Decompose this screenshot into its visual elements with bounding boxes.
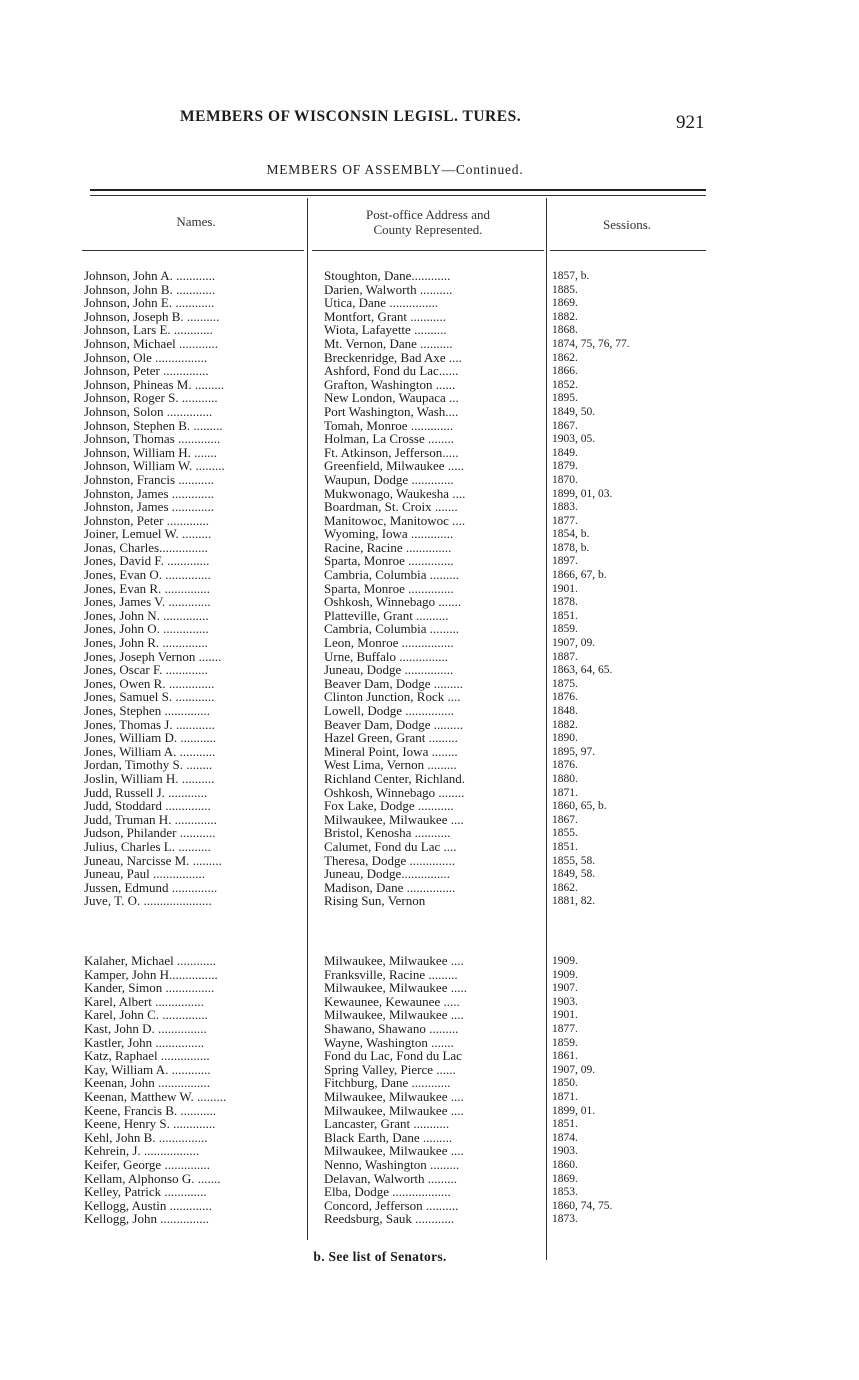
member-address: Spring Valley, Pierce ...... xyxy=(324,1062,456,1077)
member-row xyxy=(0,704,859,718)
member-sessions: 1876. xyxy=(552,691,578,704)
member-name: Keenan, John ................ xyxy=(84,1076,211,1091)
member-sessions: 1880. xyxy=(552,772,578,785)
member-list-j xyxy=(0,269,859,908)
member-sessions: 1867. xyxy=(552,813,578,826)
member-name: Jones, Evan R. .............. xyxy=(84,581,211,596)
member-name: Johnson, Ole ................ xyxy=(84,350,208,365)
member-sessions: 1879. xyxy=(552,460,578,473)
member-sessions: 1871. xyxy=(552,1090,578,1103)
member-row xyxy=(0,337,859,351)
member-sessions: 1862. xyxy=(552,351,578,364)
member-name: Johnson, Solon .............. xyxy=(84,404,213,419)
member-row xyxy=(0,1036,859,1050)
member-sessions: 1899, 01. xyxy=(552,1104,596,1117)
member-address: Lowell, Dodge ............... xyxy=(324,704,454,718)
member-address: Mt. Vernon, Dane .......... xyxy=(324,336,453,351)
member-row xyxy=(0,813,859,827)
member-address: New London, Waupaca ... xyxy=(324,391,459,406)
member-name: Joiner, Lemuel W. ......... xyxy=(84,527,212,542)
member-sessions: 1860. xyxy=(552,1158,578,1171)
member-sessions: 1862. xyxy=(552,881,578,894)
column-header-names: Names. xyxy=(176,214,216,229)
member-sessions: 1855. xyxy=(552,827,578,840)
member-sessions: 1851. xyxy=(552,840,578,853)
member-sessions: 1857, b. xyxy=(552,270,590,282)
member-row xyxy=(0,296,859,310)
member-sessions: 1848. xyxy=(552,705,578,717)
member-sessions: 1909. xyxy=(552,968,578,981)
member-sessions: 1907, 09. xyxy=(552,637,596,650)
member-name: Kehrein, J. ................. xyxy=(84,1144,200,1159)
member-row xyxy=(0,446,859,460)
member-name: Jones, Owen R. .............. xyxy=(84,676,215,691)
member-sessions: 1907, 09. xyxy=(552,1063,596,1076)
page-number: 921 xyxy=(676,112,705,133)
member-row xyxy=(0,527,859,541)
member-name: Jones, Oscar F. ............. xyxy=(84,663,208,678)
running-head: MEMBERS OF WISCONSIN LEGISL. TURES. xyxy=(180,108,522,125)
member-row xyxy=(0,432,859,446)
member-name: Kastler, John ............... xyxy=(84,1035,205,1050)
member-name: Johnston, Francis ........... xyxy=(84,472,214,487)
section-subheading: MEMBERS OF ASSEMBLY—Continued. xyxy=(266,162,524,177)
member-address: Utica, Dane ............... xyxy=(324,296,439,311)
member-address: Platteville, Grant .......... xyxy=(324,608,449,623)
member-sessions: 1903. xyxy=(552,995,578,1008)
member-name: Johnson, Joseph B. .......... xyxy=(84,309,220,324)
member-name: Johnson, Roger S. ........... xyxy=(84,391,218,406)
member-address: Mineral Point, Iowa ........ xyxy=(324,744,458,759)
member-name: Johnson, Lars E. ............ xyxy=(84,323,213,338)
member-row xyxy=(0,826,859,840)
member-row xyxy=(0,1117,859,1131)
member-name: Kast, John D. ............... xyxy=(84,1021,207,1036)
member-row xyxy=(0,1090,859,1104)
member-name: Johnson, William H. ....... xyxy=(84,445,217,460)
member-row xyxy=(0,405,859,419)
member-address: Cambria, Columbia ......... xyxy=(324,568,460,583)
member-name: Kalaher, Michael ............ xyxy=(84,954,216,968)
member-name: Juneau, Paul ................ xyxy=(84,867,205,882)
member-row xyxy=(0,473,859,487)
member-row xyxy=(0,731,859,745)
column-header-sessions: Sessions. xyxy=(602,217,652,232)
member-name: Jones, William A. ........... xyxy=(84,744,216,759)
member-name: Jones, John O. .............. xyxy=(84,622,209,637)
member-sessions: 1873. xyxy=(552,1213,578,1226)
member-name: Kander, Simon ............... xyxy=(84,981,215,996)
member-sessions: 1890. xyxy=(552,732,578,745)
member-address: Shawano, Shawano ......... xyxy=(324,1021,459,1036)
member-address: Breckenridge, Bad Axe .... xyxy=(324,350,462,365)
member-row xyxy=(0,283,859,297)
member-sessions: 1875. xyxy=(552,677,578,690)
member-row xyxy=(0,1144,859,1158)
header-rule-names xyxy=(82,250,304,251)
member-row xyxy=(0,650,859,664)
member-sessions: 1870. xyxy=(552,473,578,486)
member-sessions: 1860, 65, b. xyxy=(552,800,607,813)
member-row xyxy=(0,1131,859,1145)
member-name: Johnston, James ............. xyxy=(84,486,214,501)
member-address: Rising Sun, Vernon xyxy=(324,894,426,909)
member-name: Jones, Stephen .............. xyxy=(84,704,211,718)
member-sessions: 1883. xyxy=(552,501,578,514)
footnote: b. See list of Senators. xyxy=(313,1249,447,1264)
member-sessions: 1877. xyxy=(552,1022,578,1035)
member-address: Cambria, Columbia ......... xyxy=(324,622,460,637)
member-address: Waupun, Dodge ............. xyxy=(324,472,454,487)
member-address: Oshkosh, Winnebago ....... xyxy=(324,595,462,610)
member-row xyxy=(0,854,859,868)
member-sessions: 1881, 82. xyxy=(552,895,596,908)
member-name: Kellam, Alphonso G. ....... xyxy=(84,1171,221,1186)
member-name: Jussen, Edmund .............. xyxy=(84,880,218,895)
member-row xyxy=(0,568,859,582)
member-row xyxy=(0,968,859,982)
member-address: Bristol, Kenosha ........... xyxy=(324,826,451,841)
member-sessions: 1849, 50. xyxy=(552,405,596,418)
member-row xyxy=(0,677,859,691)
member-name: Kay, William A. ............ xyxy=(84,1062,211,1077)
member-name: Johnson, Peter .............. xyxy=(84,364,209,379)
member-address: Urne, Buffalo ............... xyxy=(324,649,448,664)
member-row xyxy=(0,514,859,528)
column-header-address xyxy=(312,207,544,237)
member-name: Johnson, Thomas ............. xyxy=(84,432,221,447)
member-sessions: 1877. xyxy=(552,514,578,527)
member-address: Hazel Green, Grant ......... xyxy=(324,731,458,746)
member-sessions: 1851. xyxy=(552,609,578,622)
member-name: Jones, Thomas J. ............ xyxy=(84,717,215,732)
member-name: Johnson, Michael ............ xyxy=(84,336,218,351)
member-row xyxy=(0,690,859,704)
member-name: Keenan, Matthew W. ......... xyxy=(84,1089,227,1104)
member-address: Wayne, Washington ....... xyxy=(324,1035,454,1050)
column-header-address-line1: Post-office Address and xyxy=(366,207,490,222)
member-row xyxy=(0,1022,859,1036)
member-address: Ashford, Fond du Lac...... xyxy=(324,364,459,379)
member-row xyxy=(0,840,859,854)
member-row xyxy=(0,459,859,473)
member-sessions: 1863, 64, 65. xyxy=(552,664,613,677)
member-sessions: 1851. xyxy=(552,1118,578,1131)
member-name: Kelley, Patrick ............. xyxy=(84,1185,207,1200)
member-address: Madison, Dane ............... xyxy=(324,880,456,895)
member-address: Fox Lake, Dodge ........... xyxy=(324,799,454,814)
member-sessions: 1849. xyxy=(552,446,578,459)
member-row xyxy=(0,881,859,895)
member-name: Johnston, Peter ............. xyxy=(84,513,209,528)
member-address: Fond du Lac, Fond du Lac xyxy=(324,1049,462,1064)
member-sessions: 1876. xyxy=(552,759,578,772)
member-address: Clinton Junction, Rock .... xyxy=(324,690,461,705)
member-name: Katz, Raphael ............... xyxy=(84,1049,210,1064)
member-address: Port Washington, Wash.... xyxy=(324,404,459,419)
member-sessions: 1855, 58. xyxy=(552,854,596,867)
member-address: Calumet, Fond du Lac .... xyxy=(324,839,457,854)
member-address: Darien, Walworth .......... xyxy=(324,282,453,297)
member-name: Judd, Stoddard .............. xyxy=(84,799,211,814)
member-address: Ft. Atkinson, Jefferson..... xyxy=(324,445,459,460)
member-address: Milwaukee, Milwaukee .... xyxy=(324,1008,464,1023)
member-row xyxy=(0,323,859,337)
column-header-address-line2: County Represented. xyxy=(373,222,483,237)
member-row xyxy=(0,391,859,405)
member-row xyxy=(0,554,859,568)
member-name: Jones, William D. ........... xyxy=(84,731,217,746)
member-address: Boardman, St. Croix ....... xyxy=(324,500,458,515)
member-row xyxy=(0,487,859,501)
member-name: Kehl, John B. ............... xyxy=(84,1130,208,1145)
member-row xyxy=(0,609,859,623)
member-sessions: 1860, 74, 75. xyxy=(552,1199,613,1212)
member-row xyxy=(0,1076,859,1090)
member-address: Stoughton, Dane............ xyxy=(324,269,451,283)
member-row xyxy=(0,595,859,609)
member-row xyxy=(0,718,859,732)
member-address: Delavan, Walworth ......... xyxy=(324,1171,458,1186)
member-address: Beaver Dam, Dodge ......... xyxy=(324,717,463,732)
member-row xyxy=(0,622,859,636)
member-sessions: 1850. xyxy=(552,1077,578,1090)
member-address: Sparta, Monroe .............. xyxy=(324,554,454,569)
member-address: Beaver Dam, Dodge ......... xyxy=(324,676,463,691)
top-rule xyxy=(90,189,706,191)
member-row xyxy=(0,786,859,800)
member-sessions: 1854, b. xyxy=(552,528,590,541)
member-address: Richland Center, Richland. xyxy=(324,771,466,786)
member-sessions: 1901. xyxy=(552,1009,578,1022)
member-address: Milwaukee, Milwaukee .... xyxy=(324,812,464,827)
member-row xyxy=(0,758,859,772)
member-row xyxy=(0,1158,859,1172)
member-address: Milwaukee, Milwaukee ..... xyxy=(324,981,467,996)
member-address: Oshkosh, Winnebago ........ xyxy=(324,785,465,800)
header-rule-sessions xyxy=(550,250,706,251)
member-address: Sparta, Monroe .............. xyxy=(324,581,454,596)
member-name: Johnson, Phineas M. ......... xyxy=(84,377,225,392)
member-name: Judd, Truman H. ............. xyxy=(84,812,217,827)
member-sessions: 1909. xyxy=(552,955,578,967)
member-sessions: 1899, 01, 03. xyxy=(552,487,613,500)
member-sessions: 1895. xyxy=(552,392,578,405)
member-address: Wiota, Lafayette .......... xyxy=(324,323,447,338)
member-address: Milwaukee, Milwaukee .... xyxy=(324,1103,464,1118)
member-address: Kewaunee, Kewaunee ..... xyxy=(324,994,460,1009)
member-row xyxy=(0,364,859,378)
member-row xyxy=(0,1008,859,1022)
member-sessions: 1859. xyxy=(552,1036,578,1049)
member-row xyxy=(0,1199,859,1213)
member-row xyxy=(0,636,859,650)
member-row xyxy=(0,663,859,677)
member-address: Black Earth, Dane ......... xyxy=(324,1130,453,1145)
member-address: Holman, La Crosse ........ xyxy=(324,432,454,447)
member-name: Juve, T. O. ..................... xyxy=(84,894,212,909)
member-address: Manitowoc, Manitowoc .... xyxy=(324,513,466,528)
member-address: Fitchburg, Dane ............ xyxy=(324,1076,451,1091)
member-sessions: 1887. xyxy=(552,650,578,663)
member-address: Juneau, Dodge............... xyxy=(324,867,451,882)
top-rule-thin xyxy=(90,195,706,196)
member-sessions: 1871. xyxy=(552,786,578,799)
member-row xyxy=(0,582,859,596)
member-row xyxy=(0,745,859,759)
member-address: Mukwonago, Waukesha .... xyxy=(324,486,466,501)
member-name: Johnson, John E. ............ xyxy=(84,296,215,311)
member-row xyxy=(0,351,859,365)
member-address: Lancaster, Grant ........... xyxy=(324,1117,450,1132)
member-name: Jones, David F. ............. xyxy=(84,554,210,569)
member-address: Tomah, Monroe ............. xyxy=(324,418,454,433)
member-address: Milwaukee, Milwaukee .... xyxy=(324,1089,464,1104)
member-sessions: 1869. xyxy=(552,297,578,310)
member-sessions: 1901. xyxy=(552,582,578,595)
member-address: Franksville, Racine ......... xyxy=(324,967,458,982)
member-name: Keene, Francis B. ........... xyxy=(84,1103,217,1118)
member-row xyxy=(0,1063,859,1077)
member-row xyxy=(0,1104,859,1118)
member-sessions: 1853. xyxy=(552,1186,578,1199)
member-sessions: 1903. xyxy=(552,1145,578,1158)
member-row xyxy=(0,310,859,324)
member-name: Johnson, William W. ......... xyxy=(84,459,225,474)
member-address: Reedsburg, Sauk ............ xyxy=(324,1212,455,1227)
member-list-k xyxy=(0,954,859,1226)
member-address: Racine, Racine .............. xyxy=(324,540,452,555)
member-name: Kellogg, John ............... xyxy=(84,1212,209,1227)
member-name: Juneau, Narcisse M. ......... xyxy=(84,853,222,868)
member-sessions: 1878. xyxy=(552,596,578,609)
member-sessions: 1874. xyxy=(552,1131,578,1144)
member-sessions: 1866. xyxy=(552,365,578,378)
member-row xyxy=(0,867,859,881)
member-name: Jones, Samuel S. ............ xyxy=(84,690,215,705)
member-sessions: 1895, 97. xyxy=(552,745,596,758)
member-name: Keene, Henry S. ............. xyxy=(84,1117,216,1132)
member-sessions: 1852. xyxy=(552,378,578,391)
member-address: Concord, Jefferson .......... xyxy=(324,1198,459,1213)
member-name: Kellogg, Austin ............. xyxy=(84,1198,212,1213)
member-sessions: 1868. xyxy=(552,324,578,337)
member-row xyxy=(0,981,859,995)
member-address: Nenno, Washington ......... xyxy=(324,1157,460,1172)
member-row xyxy=(0,500,859,514)
member-address: Milwaukee, Milwaukee .... xyxy=(324,954,464,968)
member-row xyxy=(0,995,859,1009)
member-address: Leon, Monroe ................ xyxy=(324,636,454,651)
member-sessions: 1861. xyxy=(552,1050,578,1063)
member-row xyxy=(0,541,859,555)
member-address: Wyoming, Iowa ............. xyxy=(324,527,454,542)
member-row xyxy=(0,269,859,283)
member-name: Jones, James V. ............. xyxy=(84,595,211,610)
member-name: Karel, John C. .............. xyxy=(84,1008,208,1023)
member-row xyxy=(0,954,859,968)
member-address: Greenfield, Milwaukee ..... xyxy=(324,459,465,474)
member-sessions: 1869. xyxy=(552,1172,578,1185)
member-name: Julius, Charles L. .......... xyxy=(84,839,211,854)
member-address: Theresa, Dodge .............. xyxy=(324,853,456,868)
member-name: Jordan, Timothy S. ........ xyxy=(84,758,213,773)
member-name: Karel, Albert ............... xyxy=(84,994,204,1009)
member-sessions: 1882. xyxy=(552,718,578,731)
member-row xyxy=(0,378,859,392)
member-name: Jonas, Charles............... xyxy=(84,540,208,555)
member-name: Johnston, James ............. xyxy=(84,500,214,515)
member-row xyxy=(0,1172,859,1186)
member-name: Joslin, William H. .......... xyxy=(84,771,215,786)
member-row xyxy=(0,894,859,908)
member-sessions: 1874, 75, 76, 77. xyxy=(552,337,630,350)
member-sessions: 1867. xyxy=(552,419,578,432)
member-row xyxy=(0,799,859,813)
member-sessions: 1897. xyxy=(552,555,578,568)
member-row xyxy=(0,1185,859,1199)
member-name: Jones, Evan O. .............. xyxy=(84,568,211,583)
member-name: Keifer, George .............. xyxy=(84,1157,210,1172)
member-address: West Lima, Vernon ......... xyxy=(324,758,457,773)
member-name: Jones, John N. .............. xyxy=(84,608,209,623)
member-name: Judd, Russell J. ............ xyxy=(84,785,208,800)
member-row xyxy=(0,772,859,786)
member-sessions: 1878, b. xyxy=(552,541,590,554)
member-sessions: 1885. xyxy=(552,283,578,296)
member-row xyxy=(0,419,859,433)
member-name: Kamper, John H............... xyxy=(84,967,218,982)
member-sessions: 1849, 58. xyxy=(552,868,596,881)
member-sessions: 1903, 05. xyxy=(552,433,596,446)
member-name: Johnson, Stephen B. ......... xyxy=(84,418,223,433)
member-address: Grafton, Washington ...... xyxy=(324,377,456,392)
member-address: Elba, Dodge .................. xyxy=(324,1185,451,1200)
member-sessions: 1882. xyxy=(552,310,578,323)
member-sessions: 1866, 67, b. xyxy=(552,569,607,582)
member-name: Jones, John R. .............. xyxy=(84,636,208,651)
member-address: Juneau, Dodge ............... xyxy=(324,663,454,678)
member-row xyxy=(0,1212,859,1226)
member-sessions: 1907. xyxy=(552,982,578,995)
member-name: Johnson, John B. ............ xyxy=(84,282,216,297)
member-address: Montfort, Grant ........... xyxy=(324,309,447,324)
header-rule-address xyxy=(312,250,544,251)
member-address: Milwaukee, Milwaukee .... xyxy=(324,1144,464,1159)
member-name: Judson, Philander ........... xyxy=(84,826,216,841)
member-name: Johnson, John A. ............ xyxy=(84,269,216,283)
member-sessions: 1859. xyxy=(552,623,578,636)
member-name: Jones, Joseph Vernon ....... xyxy=(84,649,222,664)
member-row xyxy=(0,1049,859,1063)
